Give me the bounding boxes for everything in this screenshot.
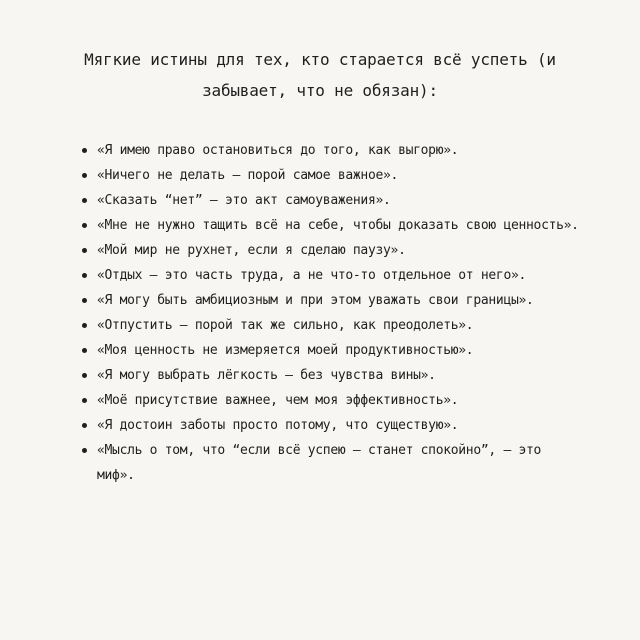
list-item-text: «Я достоин заботы просто потому, что существую». xyxy=(97,418,459,433)
list-item-text: «Я могу быть амбициозным и при этом уважать свои границы». xyxy=(97,293,534,308)
list-item xyxy=(80,288,580,313)
list-item-text: «Мне не нужно тащить всё на себе, чтобы доказать свою ценность». xyxy=(97,218,579,233)
list-item xyxy=(80,238,580,263)
list-item xyxy=(80,213,580,238)
list-item xyxy=(80,363,580,388)
list-item-text: «Отпустить — порой так же сильно, как преодолеть». xyxy=(97,318,474,333)
list-item-text: «Отдых — это часть труда, а не что-то отдельное от него». xyxy=(97,268,527,283)
list-item-text: «Моё присутствие важнее, чем моя эффективность». xyxy=(97,393,459,408)
list-item-text: «Ничего не делать — порой самое важное». xyxy=(97,168,399,183)
list-item xyxy=(80,338,580,363)
list-item xyxy=(80,388,580,413)
list-item xyxy=(80,188,580,213)
list-item-text: «Я имею право остановиться до того, как выгорю». xyxy=(97,143,459,158)
list-item xyxy=(80,163,580,188)
list-item-text: «Мысль о том, что “если всё успею — станет спокойно”, — это миф». xyxy=(97,443,542,483)
list-item-text: «Мой мир не рухнет, если я сделаю паузу». xyxy=(97,243,406,258)
page-title: Мягкие истины для тех, кто старается всё успеть (и забывает, что не обязан): xyxy=(84,50,556,100)
list-item-text: «Моя ценность не измеряется моей продуктивностью». xyxy=(97,343,474,358)
list-item xyxy=(80,313,580,338)
list-item xyxy=(80,138,580,163)
list-item xyxy=(80,263,580,288)
list-item-text: «Сказать “нет” — это акт самоуважения». xyxy=(97,193,391,208)
list-item xyxy=(80,413,580,438)
truths-list xyxy=(80,138,580,488)
list-item xyxy=(80,438,580,488)
list-item-text: «Я могу выбрать лёгкость — без чувства вины». xyxy=(97,368,436,383)
